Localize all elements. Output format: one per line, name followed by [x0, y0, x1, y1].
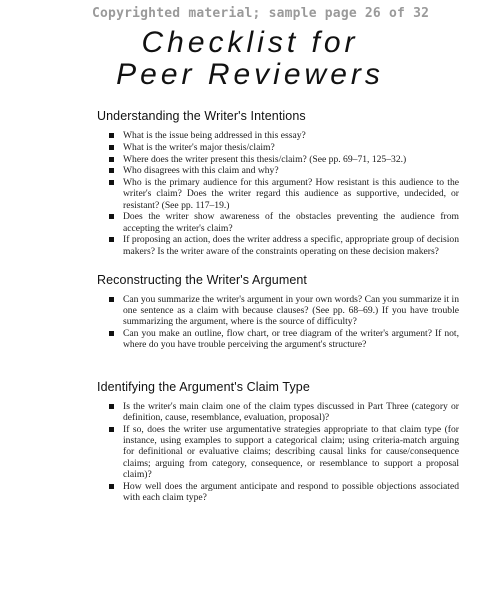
checklist-item	[97, 177, 459, 211]
square-bullet-icon	[109, 133, 114, 138]
checklist-item	[97, 481, 459, 503]
page-title-line-1: Checklist for	[141, 26, 359, 59]
checklist-item	[97, 234, 459, 256]
checklist-item	[97, 424, 459, 480]
section-reconstructing-argument	[97, 273, 459, 351]
square-bullet-icon	[109, 237, 114, 242]
square-bullet-icon	[109, 180, 114, 185]
square-bullet-icon	[109, 214, 114, 219]
section-claim-type	[97, 380, 459, 504]
checklist-item	[97, 165, 459, 176]
checklist-item-text: How well does the argument anticipate and respond to possible objections associated with each claim type?	[123, 480, 459, 503]
square-bullet-icon	[109, 168, 114, 173]
checklist-item	[97, 294, 459, 328]
section-heading: Reconstructing the Writer's Argument	[97, 273, 308, 287]
checklist	[97, 401, 459, 503]
checklist-item-text: Can you make an outline, flow chart, or tree diagram of the writer's argument? If not, where do you have trouble perceiving the argument's structure?	[123, 328, 459, 351]
section-heading: Understanding the Writer's Intentions	[97, 109, 306, 123]
checklist-item-text: If proposing an action, does the writer address a specific, appropriate group of decision makers? Is the writer aware of the constraints operating on these decision makers?	[123, 234, 459, 257]
page-title-line-2: Peer Reviewers	[116, 58, 384, 91]
square-bullet-icon	[109, 427, 114, 432]
checklist-item	[97, 401, 459, 423]
section-heading: Identifying the Argument's Claim Type	[97, 380, 310, 394]
checklist-item	[97, 211, 459, 233]
square-bullet-icon	[109, 404, 114, 409]
checklist-item-text: If so, does the writer use argumentative strategies appropriate to that claim type (for instance, using examples to support a categorical claim; using criteria-match arguing for definitional or evaluative claims; describing causal links for cause/consequence claims; arguing from category, consequence, or resemblance to support a proposal claim)?	[123, 424, 459, 480]
section-understanding-intentions	[97, 109, 459, 257]
checklist-item-text: Who is the primary audience for this argument? How resistant is this audience to the writer's claim? Does the writer regard this audience as supportive, undecided, or resistant? (See pp. 117–19.)	[123, 177, 459, 211]
checklist-item-text: Is the writer's main claim one of the claim types discussed in Part Three (category or definition, cause, resemblance, evaluation, proposal)?	[123, 401, 459, 424]
checklist-item-text: Who disagrees with this claim and why?	[123, 165, 279, 177]
copyright-watermark: Copyrighted material; sample page 26 of 32	[92, 6, 430, 21]
checklist-item	[97, 154, 459, 165]
checklist-item-text: Can you summarize the writer's argument in your own words? Can you summarize it in one sentence as a claim with because clauses? (See pp. 68–69.) If you have trouble summarizing the argument, where is the source of difficulty?	[123, 294, 459, 328]
checklist-item-text: What is the writer's major thesis/claim?	[123, 141, 275, 153]
checklist-item	[97, 142, 459, 153]
checklist	[97, 294, 459, 351]
checklist-item	[97, 130, 459, 141]
checklist-item	[97, 328, 459, 350]
checklist-item-text: Does the writer show awareness of the obstacles preventing the audience from accepting the writer's claim?	[123, 211, 459, 234]
checklist	[97, 130, 459, 257]
square-bullet-icon	[109, 484, 114, 489]
checklist-item-text: What is the issue being addressed in this essay?	[123, 130, 306, 141]
square-bullet-icon	[109, 331, 114, 336]
square-bullet-icon	[109, 157, 114, 162]
square-bullet-icon	[109, 145, 114, 150]
square-bullet-icon	[109, 297, 114, 302]
checklist-item-text: Where does the writer present this thesis/claim? (See pp. 69–71, 125–32.)	[123, 153, 407, 165]
